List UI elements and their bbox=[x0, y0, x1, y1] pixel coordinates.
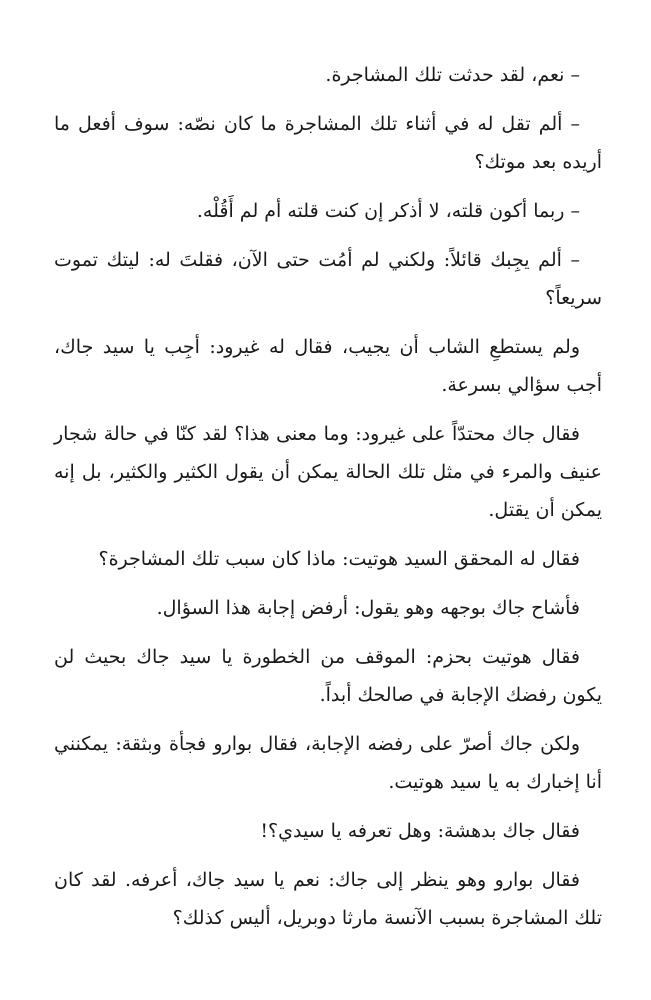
paragraph-5: ولم يستطعِ الشاب أن يجيب، فقال له غيرود: أجِب يا سيد جاك، أجب سؤالي بسرعة. bbox=[54, 336, 602, 396]
paragraph-8: فأشاح جاك بوجهه وهو يقول: أرفض إجابة هذا السؤال. bbox=[156, 597, 580, 619]
paragraph-7: فقال له المحقق السيد هوتيت: ماذا كان سبب تلك المشاجرة؟ bbox=[98, 548, 580, 570]
paragraph-1: – نعم، لقد حدثت تلك المشاجرة. bbox=[325, 64, 580, 86]
paragraph-6: فقال جاك محتدّاً على غيرود: وما معنى هذا؟ لقد كنّا في حالة شجار عنيف والمرء في مثل تلك الحالة يمكن أن يقول الكثير والكثير، بل إنه يمكن أن يقتل. bbox=[54, 423, 602, 521]
paragraph-2: – ألم تقل له في أثناء تلك المشاجرة ما كان نصّه: سوف أفعل ما أريده بعد موتك؟ bbox=[54, 113, 602, 173]
paragraph-10: ولكن جاك أصرّ على رفضه الإجابة، فقال بوارو فجأة وبثقة: يمكنني أنا إخبارك به يا سيد هوتيت. bbox=[54, 733, 602, 793]
book-page bbox=[54, 56, 602, 948]
paragraph-3: – ربما أكون قلته، لا أذكر إن كنت قلته أم لم أَقُلْه. bbox=[196, 200, 580, 222]
paragraph-9: فقال هوتيت بحزم: الموقف من الخطورة يا سيد جاك بحيث لن يكون رفضك الإجابة في صالحك أبداً. bbox=[54, 646, 602, 706]
paragraph-12: فقال بوارو وهو ينظر إلى جاك: نعم يا سيد جاك، أعرفه. لقد كان تلك المشاجرة بسبب الآنسة مارثا دوبريل، أليس كذلك؟ bbox=[54, 869, 602, 929]
paragraph-11: فقال جاك بدهشة: وهل تعرفه يا سيدي؟! bbox=[260, 820, 580, 842]
paragraph-4: – ألم يجِبك قائلاً: ولكني لم أمُت حتى الآن، فقلتَ له: ليتك تموت سريعاً؟ bbox=[54, 249, 602, 309]
